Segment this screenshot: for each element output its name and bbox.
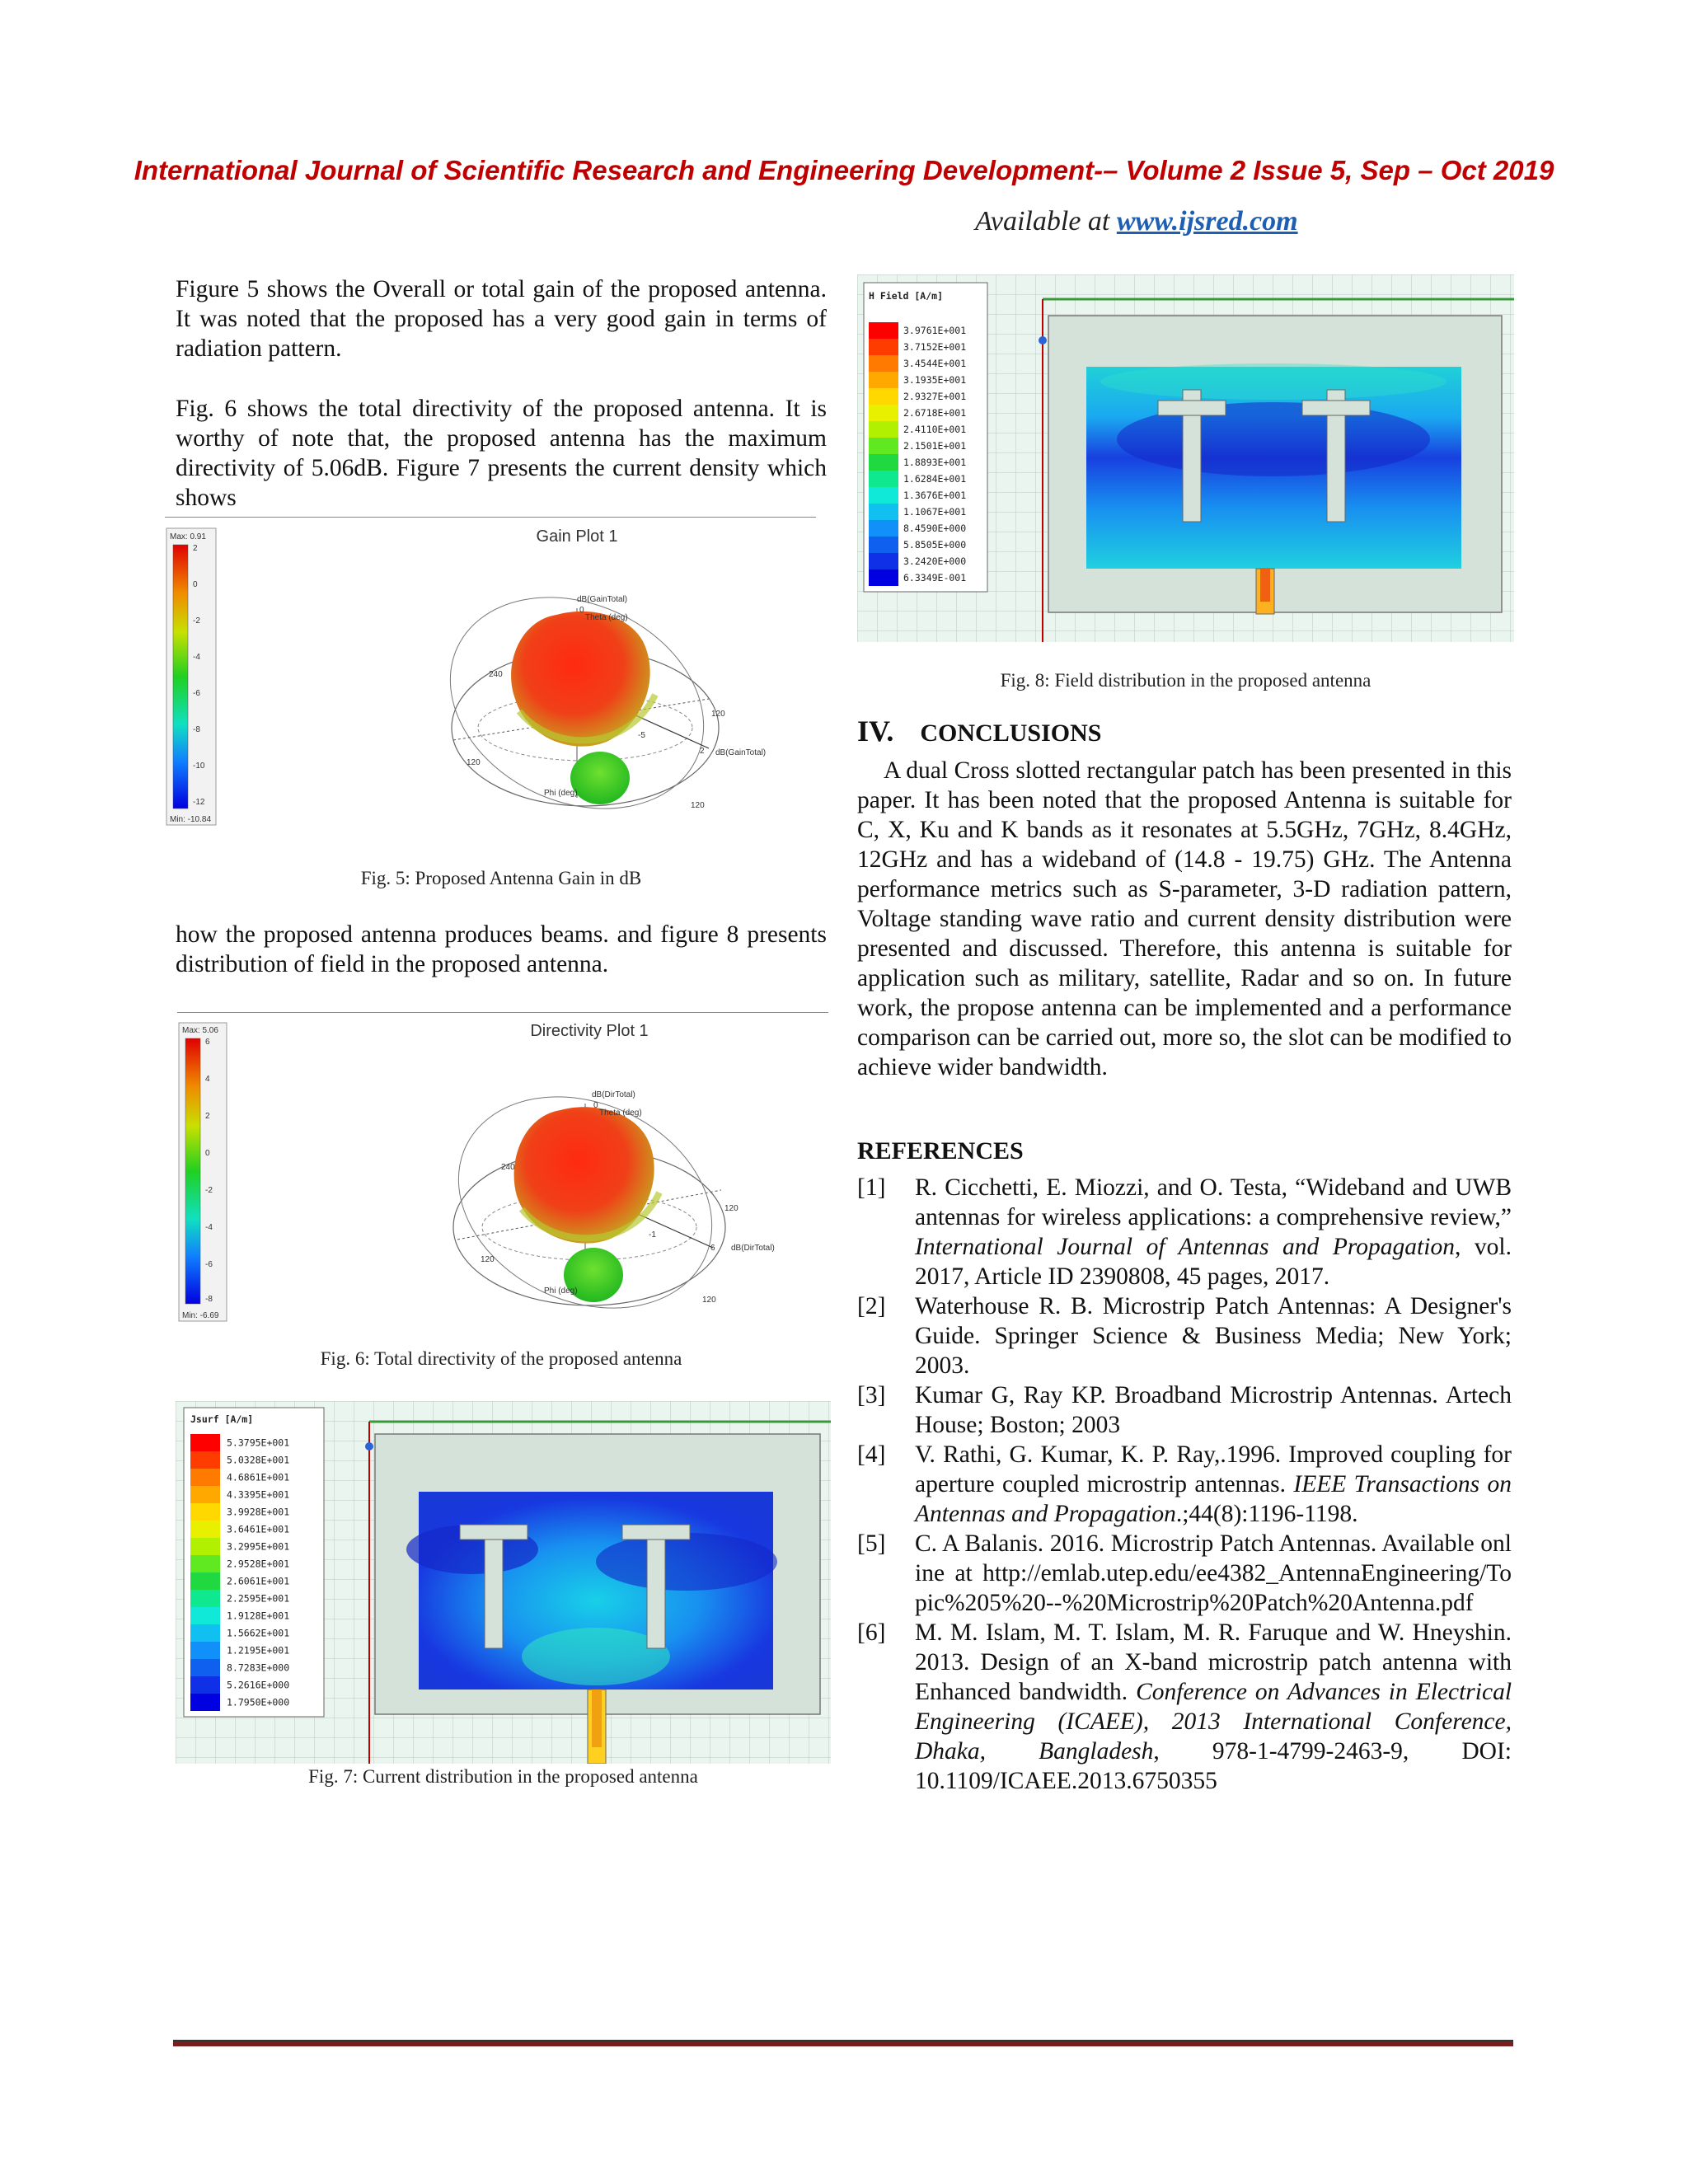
dir-tick: -8 [205, 1295, 213, 1304]
dir-max-label: Max: 5.06 [182, 1026, 218, 1035]
ref-tail: , 978-1-4799-2463-9, DOI: 10.1109/ICAEE.2013.6750355 [915, 1738, 1512, 1794]
gain-quantity-axis-label: dB(GainTotal) [715, 748, 767, 757]
legend-value: 2.4110E+001 [903, 424, 967, 435]
gain-angle-label: 120 [467, 758, 481, 767]
directivity-3d-pattern [424, 1057, 746, 1326]
gain-tick: 2 [193, 544, 198, 553]
legend-color-swatch [190, 1659, 220, 1676]
legend-color-swatch [869, 537, 898, 553]
ref-number: [3] [857, 1382, 886, 1408]
legend-color-swatch [190, 1607, 220, 1624]
legend-value: 3.1935E+001 [903, 374, 967, 386]
field-distribution-svg [857, 274, 1514, 642]
dir-plot-title: Directivity Plot 1 [530, 1022, 649, 1040]
dir-quantity-axis-label: dB(DirTotal) [731, 1244, 775, 1253]
dir-tick: 2 [205, 1112, 210, 1121]
dir-angle-label: 240 [501, 1163, 515, 1172]
dir-tick: -6 [205, 1260, 213, 1269]
legend-color-swatch [869, 438, 898, 454]
gain-plot-title: Gain Plot 1 [536, 527, 618, 546]
gain-tick: -8 [193, 725, 200, 734]
legend-value: 3.4544E+001 [903, 358, 967, 369]
legend-color-swatch [869, 372, 898, 388]
legend-color-swatch [190, 1521, 220, 1538]
legend-value: 4.6861E+001 [227, 1471, 290, 1483]
legend-value: 3.2420E+000 [903, 555, 967, 567]
dir-tick: -2 [205, 1186, 213, 1195]
legend-value: 5.0328E+001 [227, 1454, 290, 1466]
legend-color-swatch [190, 1434, 220, 1451]
ref-number: [1] [857, 1174, 886, 1201]
ref-text: M. M. Islam, M. T. Islam, M. R. Faruque and W. Hneyshin. 2013. Design of an X-band microstrip patch antenna with Enhanced bandwidth. [915, 1619, 1512, 1705]
ref-number: [4] [857, 1441, 886, 1468]
legend-value: 3.2995E+001 [227, 1540, 290, 1553]
field-distribution-figure [857, 274, 1514, 642]
legend-value: 1.6284E+001 [903, 473, 967, 485]
legend-value: 6.3349E-001 [903, 572, 967, 583]
legend-value: 1.2195E+001 [227, 1644, 290, 1657]
dir-angle-label: 120 [702, 1296, 716, 1305]
section-number: IV. [857, 715, 894, 748]
gain-tick: 0 [193, 580, 198, 589]
gain-phi-label: Phi (deg) [544, 789, 578, 798]
current-distribution-svg [176, 1401, 831, 1764]
legend-value: 1.8893E+001 [903, 457, 967, 468]
fig7-caption: Fig. 7: Current distribution in the proposed antenna [308, 1766, 698, 1787]
directivity-plot-svg [177, 1013, 828, 1326]
legend-color-swatch [869, 520, 898, 537]
gain-angle-label: 120 [711, 710, 725, 719]
legend-value: 5.3795E+001 [227, 1436, 290, 1449]
ref-number: [5] [857, 1530, 886, 1557]
legend-color-swatch [869, 504, 898, 520]
legend-value: 2.6061E+001 [227, 1575, 290, 1587]
legend-value: 1.5662E+001 [227, 1627, 290, 1639]
availability-line [975, 206, 1298, 237]
legend-value: 2.6718E+001 [903, 407, 967, 419]
legend-value: 5.8505E+000 [903, 539, 967, 551]
legend-value: 8.7283E+000 [227, 1661, 290, 1674]
legend-value: 5.2616E+000 [227, 1679, 290, 1691]
gain-min-label: Min: -10.84 [170, 815, 212, 824]
legend-color-swatch [190, 1555, 220, 1572]
dir-tick: -4 [205, 1223, 213, 1232]
ref-venue: IEEE Transactions on Antennas and Propagation [915, 1471, 1512, 1527]
legend-value: 1.7950E+000 [227, 1696, 290, 1708]
gain-tick: -12 [193, 798, 205, 807]
reference-item [857, 1618, 1512, 1796]
legend-value: 3.9928E+001 [227, 1506, 290, 1518]
gain-r-label: 2 [700, 747, 705, 756]
legend-value: 3.7152E+001 [903, 341, 967, 353]
reference-item [857, 1291, 1512, 1380]
footer-rule [173, 2040, 1513, 2046]
legend-color-swatch [190, 1538, 220, 1555]
dir-tick: 6 [205, 1038, 210, 1047]
hfield-legend-title: H Field [A/m] [869, 290, 944, 302]
ref-number: [6] [857, 1619, 886, 1646]
gain-tick: -4 [193, 653, 200, 662]
journal-link[interactable]: www.ijsred.com [1116, 206, 1298, 237]
dir-r-label: -1 [649, 1230, 656, 1240]
dir-tick: 0 [205, 1149, 210, 1158]
legend-color-swatch [869, 339, 898, 355]
reference-item [857, 1440, 1512, 1529]
ref-tail: .;44(8):1196-1198. [1175, 1501, 1358, 1527]
legend-value: 3.6461E+001 [227, 1523, 290, 1535]
legend-color-swatch [869, 471, 898, 487]
paragraph-fig6: Fig. 6 shows the total directivity of the proposed antenna. It is worthy of note that, the proposed antenna has the maximum directivity of 5.06dB. Figure 7 presents the current density which shows [176, 396, 827, 511]
ref-text: Kumar G, Ray KP. Broadband Microstrip Antennas. Artech House; Boston; 2003 [915, 1382, 1512, 1438]
gain-theta-label: Theta (deg) [585, 613, 628, 622]
dir-r-label: 0 [593, 1101, 598, 1110]
legend-color-swatch [190, 1642, 220, 1659]
gain-plot-figure [165, 517, 816, 835]
available-prefix: Available at [975, 206, 1117, 237]
legend-value: 2.2595E+001 [227, 1592, 290, 1605]
fig8-caption: Fig. 8: Field distribution in the proposed antenna [1000, 670, 1372, 691]
ref-text: R. Cicchetti, E. Miozzi, and O. Testa, “Wideband and UWB antennas for wireless applications: a comprehensive review,” [915, 1174, 1512, 1230]
legend-color-swatch [869, 388, 898, 405]
legend-color-swatch [869, 405, 898, 421]
legend-color-swatch [190, 1503, 220, 1521]
references-heading: REFERENCES [857, 1137, 1024, 1165]
gain-tick: -2 [193, 616, 200, 626]
legend-color-swatch [869, 553, 898, 569]
gain-max-label: Max: 0.91 [170, 532, 206, 541]
legend-color-swatch [190, 1486, 220, 1503]
conclusions-paragraph: A dual Cross slotted rectangular patch has been presented in this paper. It has been noted that the proposed Antenna is suitable for C, X, Ku and K bands as it resonates at 5.5GHz, 7GHz, 8.4GHz, 12GHz and has a wideband of (14.8 - 19.75) GHz. The Antenna performance metrics such as S-parameter, 3-D radiation pattern, Voltage standing wave ratio and current density distribution were presented and discussed. Therefore, this antenna is suitable for application such as military, satellite, Radar and so on. In future work, the propose antenna can be implemented and a performance comparison can be carried out, more so, the slot can be modified to achieve wider bandwidth. [857, 757, 1512, 1080]
legend-value: 8.4590E+000 [903, 523, 967, 534]
dir-phi-label: Phi (deg) [544, 1286, 578, 1296]
legend-color-swatch [869, 487, 898, 504]
gain-plot-svg [165, 518, 816, 835]
ref-venue: Conference on Advances in Electrical Engineering (ICAEE), 2013 International Conference, Dhaka, Bangladesh [915, 1679, 1512, 1765]
ref-text: C. A Balanis. 2016. Microstrip Patch Antennas. Available online at http://emlab.utep.edu/ee4382_AntennaEngineering/Topic%205%20--%20Microstrip%20Patch%20Antenna.pdf [915, 1530, 1512, 1616]
gain-angle-label: 120 [691, 801, 705, 810]
reference-list [857, 1173, 1512, 1796]
legend-color-swatch [869, 454, 898, 471]
reference-item [857, 1380, 1512, 1440]
legend-value: 2.9327E+001 [903, 391, 967, 402]
legend-color-swatch [190, 1624, 220, 1642]
gain-tick: -6 [193, 689, 200, 698]
dir-min-label: Min: -6.69 [182, 1311, 219, 1320]
gain-quantity-label: dB(GainTotal) [577, 595, 628, 604]
legend-color-swatch [869, 355, 898, 372]
gain-r-label: 0 [579, 606, 584, 615]
journal-header: International Journal of Scientific Research and Engineering Development-– Volume 2 Issue 5, Sep – Oct 2019 [134, 155, 1554, 185]
legend-color-swatch [190, 1676, 220, 1694]
reference-item [857, 1173, 1512, 1291]
conclusions-heading [857, 714, 1101, 748]
reference-item [857, 1529, 1512, 1618]
legend-color-swatch [869, 569, 898, 586]
fig5-caption: Fig. 5: Proposed Antenna Gain in dB [360, 868, 642, 888]
legend-color-swatch [190, 1590, 220, 1607]
legend-value: 1.3676E+001 [903, 490, 967, 501]
gain-angle-label: 240 [489, 670, 503, 679]
jsurf-legend-title: Jsurf [A/m] [190, 1413, 254, 1425]
fig6-caption: Fig. 6: Total directivity of the proposed antenna [320, 1348, 682, 1369]
paragraph-beams: how the proposed antenna produces beams. and figure 8 presents distribution of field in the proposed antenna. [176, 921, 827, 977]
current-distribution-figure [176, 1401, 831, 1764]
gain-r-label: -5 [638, 731, 645, 740]
dir-r-label: 6 [710, 1244, 715, 1253]
legend-color-swatch [869, 322, 898, 339]
legend-value: 1.9128E+001 [227, 1610, 290, 1622]
directivity-plot-figure [177, 1012, 828, 1326]
section-title: CONCLUSIONS [920, 719, 1102, 747]
dir-theta-label: Theta (deg) [599, 1108, 642, 1118]
ref-venue: International Journal of Antennas and Propagation [915, 1234, 1455, 1260]
dir-angle-label: 120 [724, 1204, 738, 1213]
legend-value: 2.9528E+001 [227, 1558, 290, 1570]
gain-tick: -10 [193, 762, 205, 771]
legend-value: 2.1501E+001 [903, 440, 967, 452]
dir-angle-label: 120 [481, 1255, 495, 1264]
paragraph-fig5: Figure 5 shows the Overall or total gain of the proposed antenna. It was noted that the proposed has a very good gain in terms of radiation pattern. [176, 276, 827, 362]
legend-color-swatch [190, 1694, 220, 1711]
ref-number: [2] [857, 1293, 886, 1319]
dir-tick: 4 [205, 1075, 210, 1084]
legend-color-swatch [869, 421, 898, 438]
ref-tail: , vol. 2017, Article ID 2390808, 45 pages, 2017. [915, 1234, 1512, 1290]
legend-color-swatch [190, 1572, 220, 1590]
ref-text: V. Rathi, G. Kumar, K. P. Ray,.1996. Improved coupling for aperture coupled microstrip antennas. [915, 1441, 1512, 1497]
legend-color-swatch [190, 1451, 220, 1469]
legend-value: 3.9761E+001 [903, 325, 967, 336]
legend-value: 4.3395E+001 [227, 1488, 290, 1501]
legend-value: 1.1067E+001 [903, 506, 967, 518]
dir-quantity-label: dB(DirTotal) [592, 1090, 635, 1099]
legend-color-swatch [190, 1469, 220, 1486]
ref-text: Waterhouse R. B. Microstrip Patch Antennas: A Designer's Guide. Springer Science & Business Media; New York; 2003. [915, 1293, 1512, 1379]
